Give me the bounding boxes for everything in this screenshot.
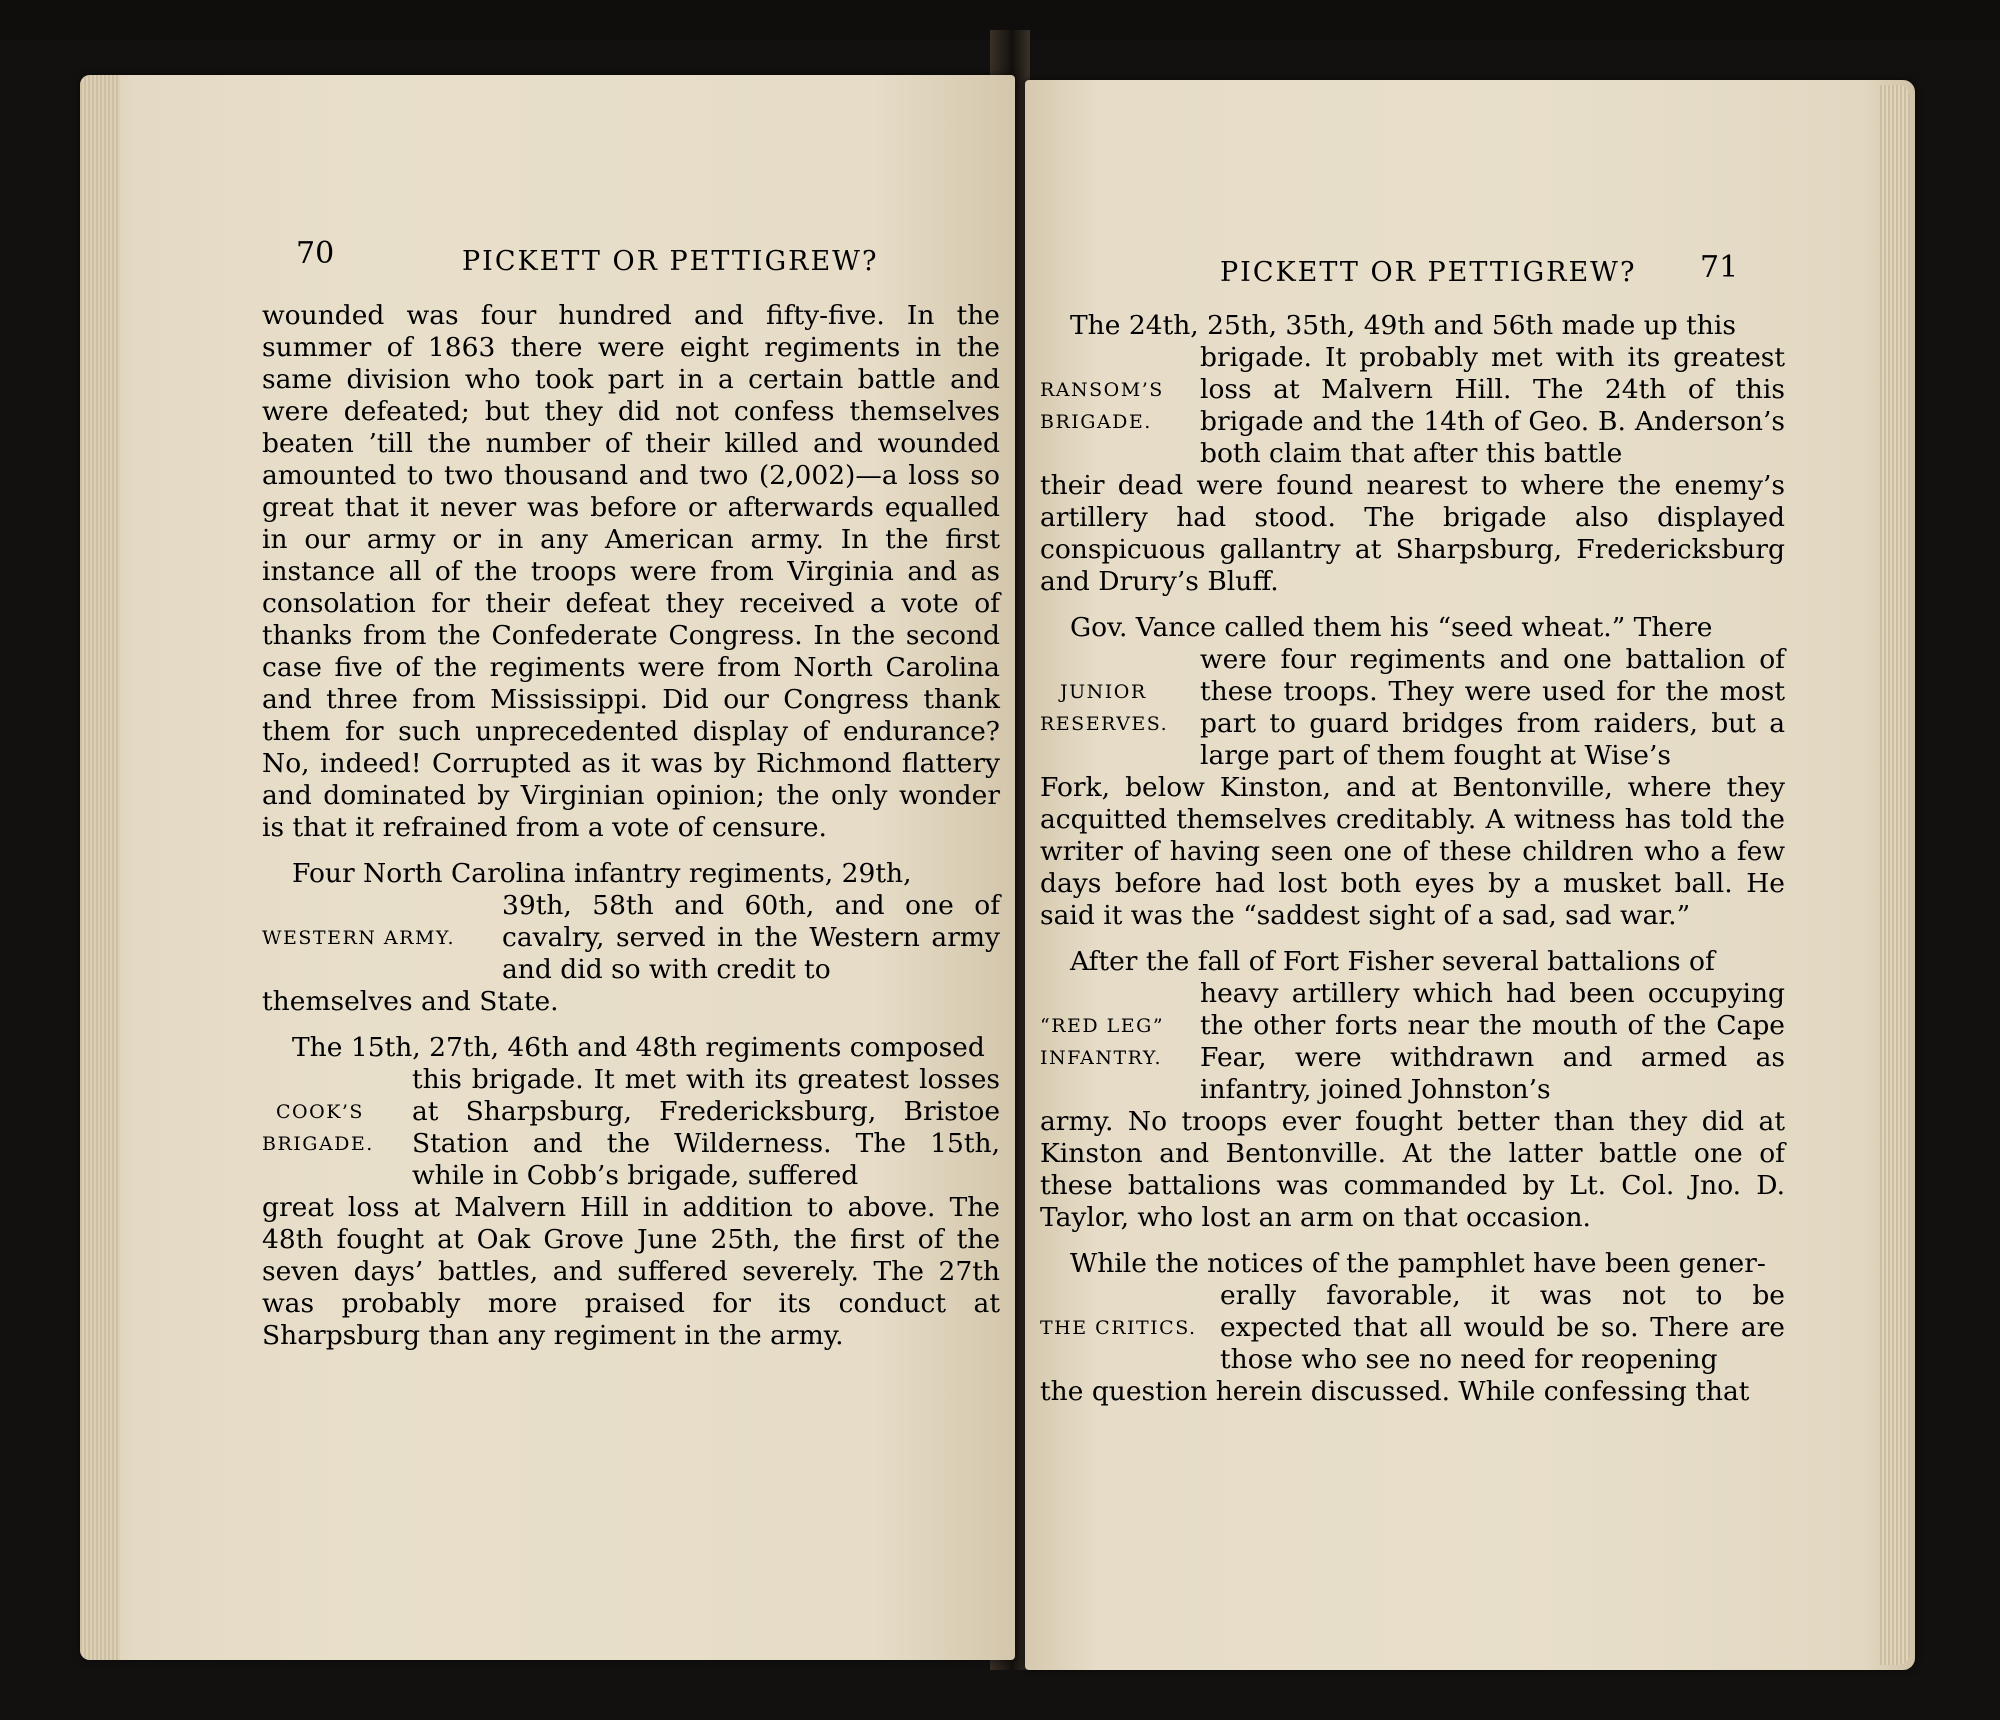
junior-reserves-after: Fork, below Kinston, and at Bentonville, where they acquitted themselves creditably. A witness has told the writer of having seen one of these children who a few days before had lost both eyes by a musket ball. He said it was the “saddest sight of a sad, sad war.” — [1040, 772, 1785, 931]
ransoms-brigade-sidenote — [1040, 342, 1200, 470]
sidenote-label: JUNIOR — [1060, 681, 1147, 703]
the-critics-lead: While the notices of the pamphlet have been gener- — [1070, 1248, 1766, 1279]
junior-reserves-lead: Gov. Vance called them his “seed wheat.” There — [1070, 612, 1713, 643]
left-page-body — [262, 300, 1000, 1366]
sidenote-label: RESERVES. — [1040, 713, 1169, 735]
cooks-brigade-side-text: this brigade. It met with its greatest losses at Sharpsburg, Fredericksburg, Bristoe Station and the Wilderness. The 15th, while in Cobb’s brigade, suffered — [412, 1064, 1000, 1191]
red-leg-infantry-side-text: heavy artillery which had been occupying the other forts near the mouth of the Cape Fear, were withdrawn and armed as infantry, joined Johnston’s — [1200, 978, 1785, 1105]
the-critics-sidenote — [1040, 1280, 1220, 1376]
cooks-brigade-lead: The 15th, 27th, 46th and 48th regiments composed — [292, 1032, 985, 1063]
cooks-brigade-section — [262, 1032, 1000, 1352]
cooks-brigade-sidenote — [262, 1064, 412, 1192]
left-page-number: 70 — [296, 236, 335, 271]
left-page-edges — [80, 75, 120, 1660]
the-critics-side-text: erally favorable, it was not to be expected that all would be so. There are those who see no need for reopening — [1220, 1280, 1785, 1375]
red-leg-infantry-after: army. No troops ever fought better than they did at Kinston and Bentonville. At the latter battle one of these battalions was commanded by Lt. Col. Jno. D. Taylor, who lost an arm on that occasion. — [1040, 1106, 1785, 1233]
sidenote-label: BRIGADE. — [1040, 411, 1152, 433]
cooks-brigade-after: great loss at Malvern Hill in addition to above. The 48th fought at Oak Grove June 25th, the first of the seven days’ battles, and suffered severely. The 27th was probably more praised for its conduct at Sharpsburg than any regiment in the army. — [262, 1192, 1000, 1351]
western-army-section — [262, 858, 1000, 1018]
sidenote-label: WESTERN ARMY. — [262, 927, 456, 949]
sidenote-label: “RED LEG” — [1040, 1015, 1165, 1037]
ransoms-brigade-side-text: brigade. It probably met with its greatest loss at Malvern Hill. The 24th of this brigade and the 14th of Geo. B. Anderson’s both claim that after this battle — [1200, 342, 1785, 469]
ransoms-brigade-after: their dead were found nearest to where the enemy’s artillery had stood. The brigade also displayed conspicuous gallantry at Sharpsburg, Fredericksburg and Drury’s Bluff. — [1040, 470, 1785, 597]
left-paragraph-1: wounded was four hundred and fifty-five. In the summer of 1863 there were eight regiments in the same division who took part in a certain battle and were defeated; but they did not confess themselves beaten ’till the number of their killed and wounded amounted to two thousand and two (2,002)—a loss so great that it never was before or afterwards equalled in our army or in any American army. In the first instance all of the troops were from Virginia and as consolation for their defeat they received a vote of thanks from the Confederate Congress. In the second case five of the regiments were from North Carolina and three from Mississippi. Did our Congress thank them for such unprecedented display of endurance? No, indeed! Corrupted as it was by Richmond flattery and dominated by Virginian opinion; the only wonder is that it refrained from a vote of censure. — [262, 300, 1000, 843]
ransoms-brigade-section — [1040, 310, 1785, 598]
junior-reserves-sidenote — [1040, 644, 1200, 772]
the-critics-section — [1040, 1248, 1785, 1408]
right-page-body — [1040, 310, 1785, 1422]
western-army-lead: Four North Carolina infantry regiments, 29th, — [292, 858, 912, 889]
sidenote-label: RANSOM’S — [1040, 379, 1164, 401]
junior-reserves-side-text: were four regiments and one battalion of these troops. They were used for the most part to guard bridges from raiders, but a large part of them fought at Wise’s — [1200, 644, 1785, 771]
right-page-number: 71 — [1700, 250, 1739, 285]
western-army-after: themselves and State. — [262, 986, 559, 1017]
left-running-head: PICKETT OR PETTIGREW? — [462, 246, 879, 277]
red-leg-infantry-lead: After the fall of Fort Fisher several battalions of — [1070, 946, 1715, 977]
junior-reserves-section — [1040, 612, 1785, 932]
red-leg-infantry-sidenote — [1040, 978, 1200, 1106]
sidenote-label: THE CRITICS. — [1040, 1317, 1197, 1339]
sidenote-label: COOK’S — [276, 1101, 364, 1123]
western-army-side-text: 39th, 58th and 60th, and one of cavalry, served in the Western army and did so with credit to — [502, 890, 1000, 985]
ransoms-brigade-lead: The 24th, 25th, 35th, 49th and 56th made up this — [1070, 310, 1736, 341]
right-running-head: PICKETT OR PETTIGREW? — [1220, 257, 1637, 288]
sidenote-label: INFANTRY. — [1040, 1047, 1163, 1069]
sidenote-label: BRIGADE. — [262, 1133, 374, 1155]
red-leg-infantry-section — [1040, 946, 1785, 1234]
right-page-edges — [1880, 85, 1910, 1665]
western-army-sidenote — [262, 890, 502, 986]
the-critics-after: the question herein discussed. While confessing that — [1040, 1376, 1750, 1407]
